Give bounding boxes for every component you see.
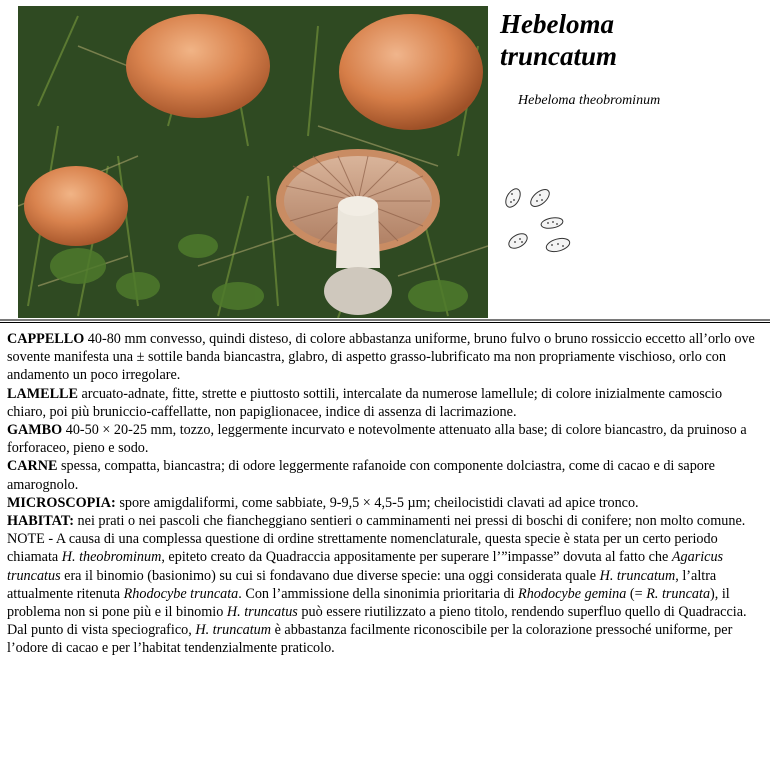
note-italic-3: H. truncatum xyxy=(599,567,676,584)
note-text-4: , l’altra attualmente ritenuta xyxy=(7,567,717,602)
final-italic-1: H. truncatum xyxy=(195,622,272,639)
title-genus: Hebeloma xyxy=(500,9,614,39)
final-text-1: Dal punto di vista speciografico, xyxy=(7,622,196,639)
note-italic-5: Rhodocybe gemina xyxy=(518,585,627,602)
note-text-3: era il binomio (basionimo) su cui si fondavano due diverse specie: una oggi considerata quale xyxy=(60,567,600,584)
section-carne xyxy=(7,457,763,493)
label-carne: CARNE xyxy=(7,458,58,475)
spore-icon xyxy=(500,180,580,260)
note-text-5: . Con l’ammissione della sinonimia prioritaria di xyxy=(238,585,519,602)
section-final xyxy=(7,621,763,657)
label-lamelle: LAMELLE xyxy=(7,385,78,402)
note-text-8: può essere riutilizzato a pieno titolo, rendendo superfluo quello di Quadraccia. xyxy=(297,604,747,621)
description-text xyxy=(7,330,763,658)
note-italic-6: R. truncata xyxy=(646,585,711,602)
note-text-6: (= xyxy=(626,585,647,602)
text-gambo: 40-50 × 20-25 mm, tozzo, leggermente incurvato e notevolmente attenuato alla base; di colore biancastro, da pruinoso a forforaceo, pieno e sodo. xyxy=(7,422,747,457)
label-cappello: CAPPELLO xyxy=(7,331,85,347)
text-microscopia: spore amigdaliformi, come sabbiate, 9-9,5 × 4,5-5 µm; cheilocistidi clavati ad apice tronco. xyxy=(115,494,639,511)
note-italic-2: Agaricus truncatus xyxy=(7,549,724,584)
text-carne: spessa, compatta, biancastra; di odore leggermente rafanoide con componente dolciastra, come di cacao e di sapore amarognolo. xyxy=(7,458,715,493)
label-gambo: GAMBO xyxy=(7,422,63,439)
final-text-2: è abbastanza facilmente riconoscibile per la colorazione pressoché uniforme, per l’odore di cacao e per l’habitat tendenzialmente praticolo. xyxy=(7,622,733,657)
text-habitat: nei prati o nei pascoli che fiancheggiano sentieri o camminamenti nei pressi di boschi di conifere; non molto comune. xyxy=(74,513,746,530)
title-species: truncatum xyxy=(500,41,618,71)
section-note xyxy=(7,530,763,621)
divider-line xyxy=(0,319,770,321)
species-title xyxy=(500,8,760,72)
section-gambo xyxy=(7,421,763,457)
note-italic-7: H. truncatus xyxy=(226,604,298,621)
spore-drawing xyxy=(500,180,580,260)
section-cappello xyxy=(7,330,763,385)
label-note: NOTE xyxy=(7,531,45,548)
section-lamelle xyxy=(7,385,763,421)
note-text-2: , epiteto creato da Quadraccia appositamente per superare l’”impasse” dovuta al fatto che xyxy=(161,549,672,566)
note-text-1: - A causa di una complessa questione di ordine strettamente nomenclaturale, questa specie è stata per un certo periodo chiamata xyxy=(7,531,718,566)
mushroom-photo xyxy=(18,6,488,318)
divider-line-thin xyxy=(0,322,770,323)
mushroom-photo-icon xyxy=(18,6,488,318)
label-microscopia: MICROSCOPIA: xyxy=(7,494,116,511)
section-habitat xyxy=(7,512,763,530)
synonym: Hebeloma theobrominum xyxy=(518,93,661,108)
section-microscopia xyxy=(7,494,763,512)
note-text-7: ), il problema non si pone più e il binomio xyxy=(7,585,730,621)
label-habitat: HABITAT: xyxy=(7,513,74,530)
text-lamelle: arcuato-adnate, fitte, strette e piuttosto sottili, intercalate da numerose lamellule; di colore inizialmente camoscio chiaro, poi più bruniccio-caffellatte, non papiglionacee, indice di assenza di lacrimazione. xyxy=(7,385,723,420)
note-italic-4: Rhodocybe truncata xyxy=(123,585,239,602)
note-italic-1: H. theobrominum xyxy=(61,549,162,566)
text-cappello: 40-80 mm convesso, quindi disteso, di colore abbastanza uniforme, bruno fulvo o bruno rossiccio eccetto all’orlo ove sovente manifesta una ± sottile banda biancastra, glabro, di aspetto grasso-lubrificato ma non propriamente vischioso, orlo con andamento un poco irregolare. xyxy=(7,331,755,384)
